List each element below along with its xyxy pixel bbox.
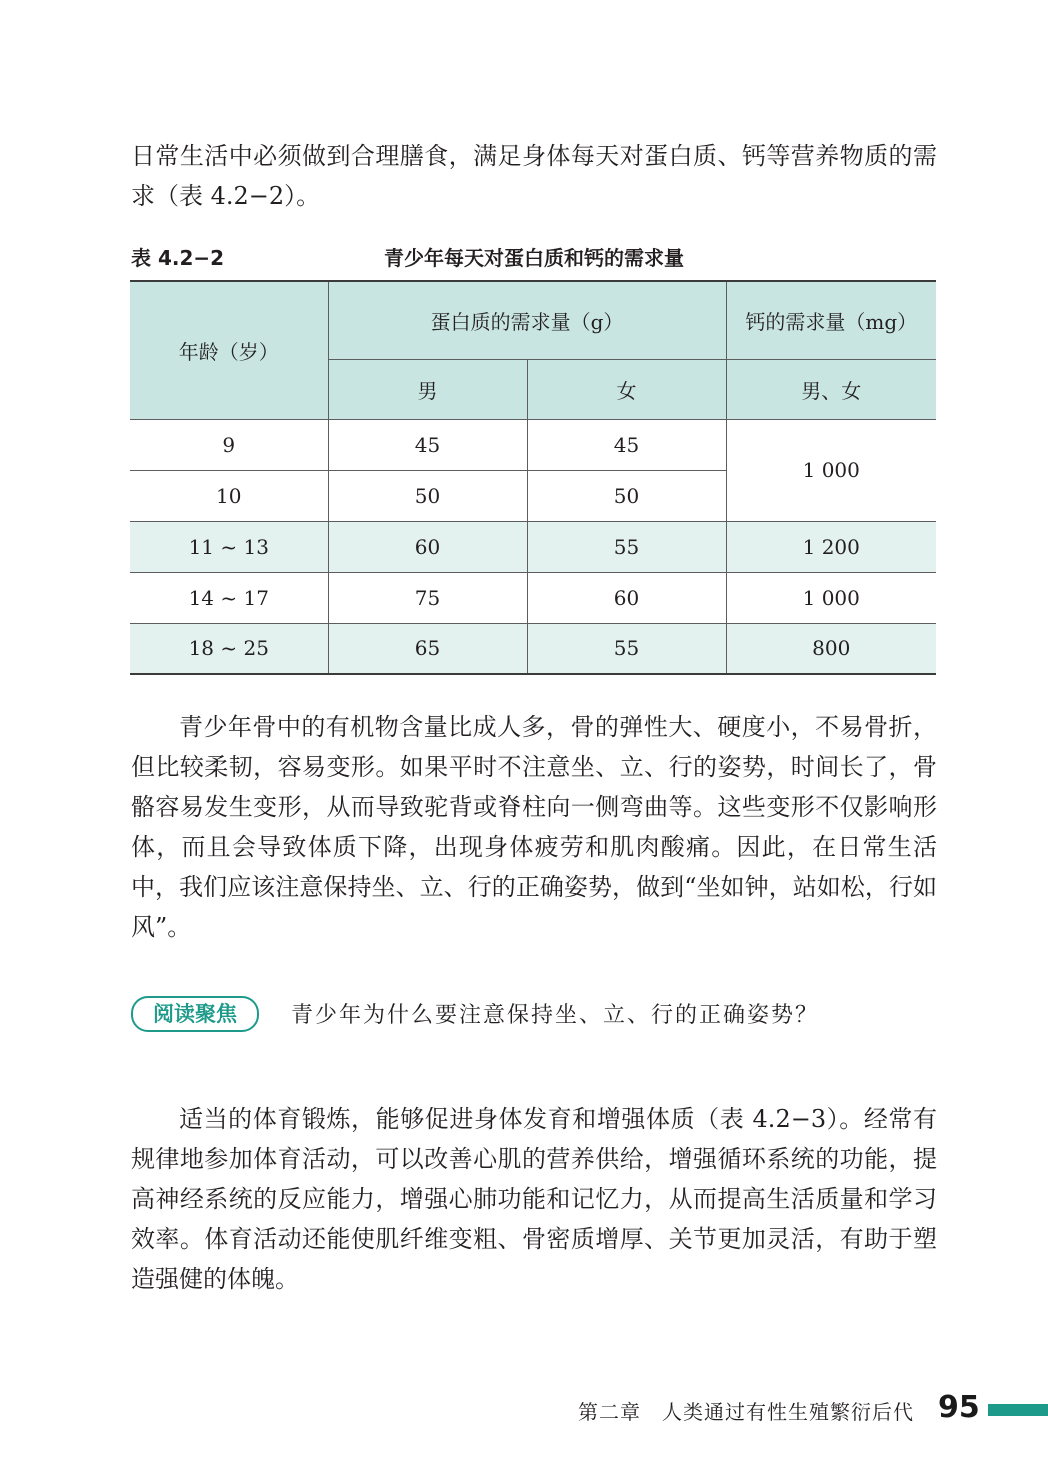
cell-age: 18 ~ 25 (130, 623, 328, 674)
cell-male: 50 (328, 470, 527, 521)
table-row (130, 521, 936, 572)
reading-focus (131, 994, 937, 1034)
cell-male: 65 (328, 623, 527, 674)
page-footer (0, 1390, 1048, 1430)
table-row (130, 572, 936, 623)
reading-focus-question: 青少年为什么要注意保持坐、立、行的正确姿势？ (291, 1003, 820, 1028)
header-both: 男、女 (726, 359, 936, 419)
cell-age: 14 ~ 17 (130, 572, 328, 623)
cell-age: 9 (130, 419, 328, 470)
header-calcium: 钙的需求量（mg） (726, 281, 936, 359)
table-caption (131, 240, 937, 270)
cell-age: 11 ~ 13 (130, 521, 328, 572)
cell-calcium: 800 (726, 623, 936, 674)
page-number: 95 (938, 1390, 980, 1425)
cell-female: 55 (527, 623, 726, 674)
header-female: 女 (527, 359, 726, 419)
cell-age: 10 (130, 470, 328, 521)
header-age: 年龄（岁） (130, 281, 328, 419)
cell-female: 60 (527, 572, 726, 623)
cell-female: 50 (527, 470, 726, 521)
table-row (130, 419, 936, 470)
footer-accent-bar (988, 1404, 1048, 1416)
table-number: 表 4.2−2 (131, 246, 225, 270)
cell-calcium: 1 000 (726, 572, 936, 623)
cell-male: 75 (328, 572, 527, 623)
chapter-title: 第二章 人类通过有性生殖繁衍后代 (578, 1400, 914, 1424)
cell-male: 60 (328, 521, 527, 572)
reading-focus-badge: 阅读聚焦 (131, 996, 259, 1032)
header-male: 男 (328, 359, 527, 419)
table-title: 青少年每天对蛋白质和钙的需求量 (384, 246, 684, 270)
paragraph-posture: 青少年骨中的有机物含量比成人多，骨的弹性大、硬度小，不易骨折，但比较柔韧，容易变形。如果平时不注意坐、立、行的姿势，时间长了，骨骼容易发生变形，从而导致驼背或脊柱向一侧弯曲等。这些变形不仅影响形体，而且会导致体质下降，出现身体疲劳和肌肉酸痛。因此，在日常生活中，我们应该注意保持坐、立、行的正确姿势，做到“坐如钟，站如松，行如风”。 (131, 713, 937, 941)
cell-calcium: 1 000 (726, 419, 936, 521)
cell-calcium: 1 200 (726, 521, 936, 572)
table-row (130, 623, 936, 674)
paragraph-exercise: 适当的体育锻炼，能够促进身体发育和增强体质（表 4.2−3）。经常有规律地参加体育活动，可以改善心肌的营养供给，增强循环系统的功能，提高神经系统的反应能力，增强心肺功能和记忆力，从而提高生活质量和学习效率。体育活动还能使肌纤维变粗、骨密质增厚、关节更加灵活，有助于塑造强健的体魄。 (131, 1105, 937, 1293)
header-protein: 蛋白质的需求量（g） (328, 281, 726, 359)
paragraph-intro: 日常生活中必须做到合理膳食，满足身体每天对蛋白质、钙等营养物质的需求（表 4.2−2）。 (131, 142, 937, 210)
cell-male: 45 (328, 419, 527, 470)
cell-female: 45 (527, 419, 726, 470)
nutrition-table (130, 280, 936, 675)
cell-female: 55 (527, 521, 726, 572)
